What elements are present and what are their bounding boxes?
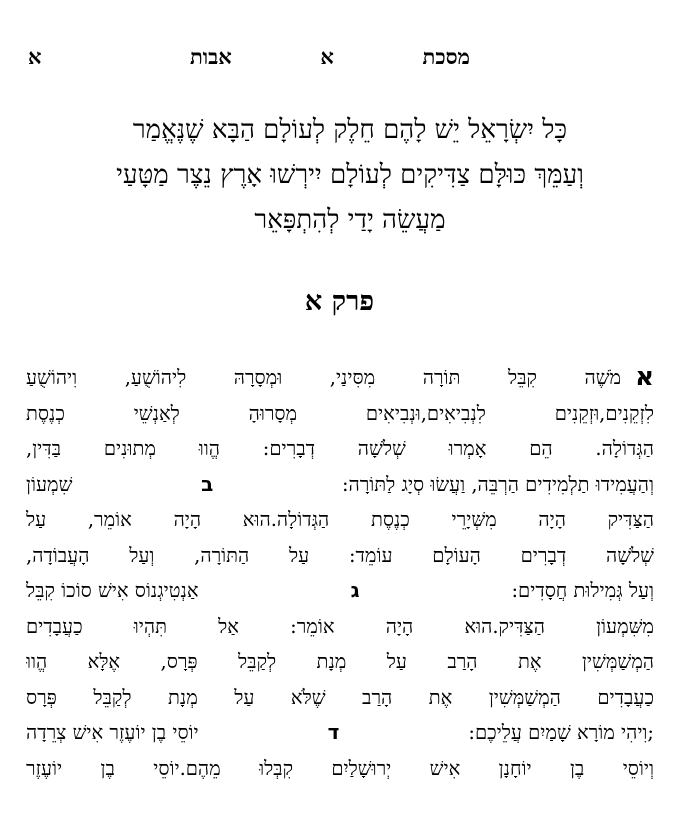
text-line <box>26 431 654 467</box>
chapter-title: פרק א <box>304 286 375 317</box>
text-segment: וְהַעֲמִידוּ תַלְמִידִים הַרְבֵּה, וַעֲשׂוּ סְיָג לַתּוֹרָה: <box>341 472 654 496</box>
mishnah-marker: ג <box>350 578 360 602</box>
mishnah-marker: ב <box>201 471 214 496</box>
text-segment: הַמְשַׁמְּשִׁין אֶת הָרַב עַל מְנָת לְקַבֵּל פְּרָס, אֶלָּא הֱווּ <box>26 650 654 673</box>
page-header <box>0 44 679 76</box>
text-segment: מִשִּׁמְעוֹן הַצַּדִּיק.הוּא הָיָה אוֹמֵר: אַל תִּהְיוּ כַעֲבָדִים <box>26 614 654 638</box>
intro-line: מַעֲשֵׂה יָדַי לְהִתְפָּאֵר <box>254 205 446 235</box>
text-line <box>26 396 654 432</box>
text-segment: הַצַּדִּיק הָיָה מִשְּׁיָרֵי כְנֶסֶת הַגְּדוֹלָה.הוּא הָיָה אוֹמֵר, עַל <box>26 508 654 531</box>
page-marker: א <box>28 44 42 69</box>
mishnah-text <box>26 360 654 786</box>
text-segment: אַנְטִיגְנוֹס אִישׁ סוֹכוֹ קִבֵּל <box>26 579 199 602</box>
text-segment: וְעַל גְּמִילוּת חֲסָדִים: <box>511 579 654 602</box>
text-segment: ;וִיהִי מוֹרָא שָׁמַיִם עֲלֵיכֶם: <box>468 721 654 744</box>
text-segment: הַגְּדוֹלָה. הֵם אָמְרוּ שְׁלֹשָׁה דְבָרִים: הֱווּ מְתוּנִים בַּדִּין, <box>26 437 654 460</box>
text-line <box>26 715 654 751</box>
text-segment: מֹשֶׁה קִבֵּל תּוֹרָה מִסִּינַי, וּמְסָרָהּ לִיהוֹשֻׁעַ, וִיהוֹשֻׁעַ <box>26 366 622 389</box>
intro-passage <box>60 108 640 243</box>
text-segment: שִׁמְעוֹן <box>26 472 73 496</box>
text-line <box>26 360 654 396</box>
intro-line: וְעַמֵּךְ כּוּלָּם צַדִּיקִים לְעוֹלָם יִירְשׁוּ אָרֶץ נֵצֶר מַטָּעַי <box>116 160 584 190</box>
text-segment: כַעֲבָדִים הַמְשַׁמְּשִׁין אֶת הָרַב שֶׁלֹּא עַל מְנָת לְקַבֵּל פְּרָס <box>26 685 654 709</box>
text-segment: לִזְקֵנִים,וּזְקֵנִים לִנְבִיאִים,וּנְבִיאִים מְסָרוּהָ לְאַנְשֵׁי כְנֶסֶת <box>26 401 654 425</box>
text-segment: שְׁלֹשָׁה דְבָרִים הָעוֹלָם עוֹמֵד: עַל הַתּוֹרָה, וְעַל הָעֲבוֹדָה, <box>26 543 654 567</box>
intro-line: כָּל יִשְׂרָאֵל יֵשׁ לָהֶם חֵלֶק לְעוֹלָם הַבָּא שֶׁנֶּאֱמַר <box>132 115 568 145</box>
text-line <box>26 644 654 680</box>
mishnah-marker: א <box>635 362 654 392</box>
mishnah-marker: ד <box>327 720 340 744</box>
text-segment: יוֹסֵי בֶן יוֹעֶזֶר אִישׁ צְרֵדָה <box>26 721 199 744</box>
text-line <box>26 680 654 716</box>
tractate-name: אבות <box>190 44 232 69</box>
text-line <box>26 538 654 574</box>
text-line <box>26 751 654 787</box>
tractate-title <box>190 44 470 70</box>
text-line <box>26 467 654 503</box>
text-segment: וְיוֹסֵי בֶן יוֹחָנָן אִישׁ יְרוּשָׁלַיִם קִבְּלוּ מֵהֶם.יוֹסֵי בֶן יוֹעֶזֶר <box>26 756 654 780</box>
text-line <box>26 502 654 538</box>
tractate-word: מסכת <box>422 44 470 69</box>
text-line <box>26 609 654 645</box>
text-line <box>26 573 654 609</box>
tractate-number: א <box>320 44 334 69</box>
